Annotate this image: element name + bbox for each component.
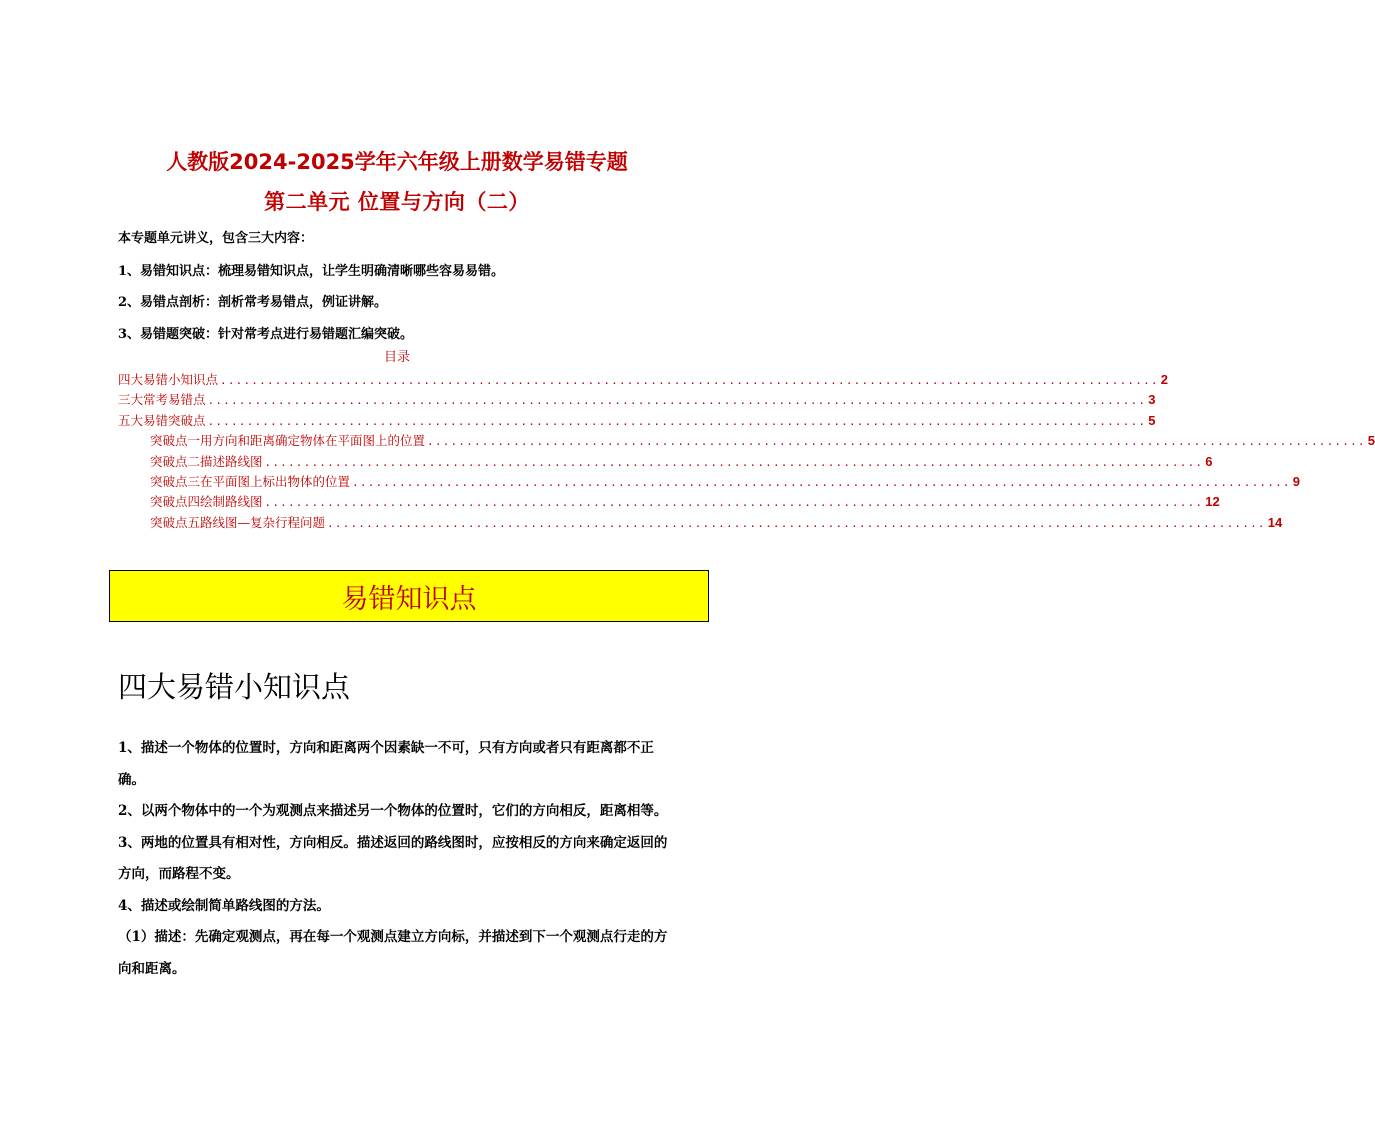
toc-leader: ........................................................................................................................	[264, 455, 1204, 469]
unit-subtitle: 第二单元 位置与方向（二）	[264, 190, 530, 214]
toc-heading: 目录	[383, 350, 410, 365]
knowledge-point: 2、以两个物体中的一个为观测点来描述另一个物体的位置时，它们的方向相反，距离相等。	[118, 803, 668, 819]
knowledge-point: 4、描述或绘制简单路线图的方法。	[118, 897, 330, 914]
toc-leader: ........................................................................................................................	[427, 435, 1366, 449]
banner-text: 易错知识点	[341, 583, 477, 615]
toc-leader: ........................................................................................................................	[327, 516, 1266, 530]
toc-leader: ........................................................................................................................	[207, 414, 1147, 428]
toc-page-number: 5	[1367, 433, 1375, 449]
toc-entry[interactable]	[118, 390, 1156, 410]
toc-leader: ........................................................................................................................	[352, 475, 1291, 489]
intro-lead: 本专题单元讲义，包含三大内容：	[118, 231, 314, 246]
toc-entry[interactable]	[118, 411, 1156, 431]
intro-item-2: 2、易错点剖析：剖析常考易错点，例证讲解。	[118, 295, 388, 310]
toc-leader: ........................................................................................................................	[207, 394, 1147, 408]
toc-subentry[interactable]	[118, 492, 1220, 512]
toc-entry-label: 突破点五路线图—复杂行程问题	[150, 514, 326, 530]
toc-page-number: 6	[1205, 453, 1213, 469]
toc-entry-label: 突破点一用方向和距离确定物体在平面图上的位置	[150, 433, 426, 449]
intro-item-3: 3、易错题突破：针对常考点进行易错题汇编突破。	[118, 327, 414, 342]
toc-subentry[interactable]	[118, 431, 1375, 451]
toc-entry-label: 五大易错突破点	[118, 412, 206, 428]
section-heading: 四大易错小知识点	[118, 670, 351, 704]
toc-entry[interactable]	[118, 370, 1168, 390]
toc-entry-label: 突破点三在平面图上标出物体的位置	[150, 473, 351, 489]
toc-subentry[interactable]	[118, 472, 1300, 492]
toc-leader: ........................................................................................................................	[264, 496, 1204, 510]
toc-entry-label: 三大常考易错点	[118, 392, 206, 408]
toc-page-number: 9	[1292, 473, 1300, 489]
knowledge-points	[118, 733, 680, 985]
section-banner	[109, 570, 709, 622]
document-title: 人教版2024-2025学年六年级上册数学易错专题	[166, 150, 628, 174]
knowledge-point: 1、描述一个物体的位置时，方向和距离两个因素缺一不可，只有方向或者只有距离都不正确。	[118, 740, 654, 788]
toc-page-number: 5	[1148, 412, 1156, 428]
toc-entry-label: 突破点四绘制路线图	[150, 494, 263, 510]
knowledge-point: 3、两地的位置具有相对性，方向相反。描述返回的路线图时，应按相反的方向来确定返回的方向，而路程不变。	[118, 834, 668, 882]
toc-entry-label: 四大易错小知识点	[118, 372, 219, 387]
toc-subentry[interactable]	[118, 452, 1213, 472]
knowledge-point: （1）描述：先确定观测点，再在每一个观测点建立方向标，并描述到下一个观测点行走的方向和距离。	[118, 929, 668, 977]
table-of-contents	[118, 370, 1375, 533]
toc-page-number: 3	[1148, 392, 1156, 408]
toc-page-number: 2	[1160, 372, 1168, 387]
toc-subentry[interactable]	[118, 513, 1283, 533]
toc-entry-label: 突破点二描述路线图	[150, 453, 263, 469]
toc-leader: ........................................................................................................................	[220, 374, 1159, 387]
intro-item-1: 1、易错知识点：梳理易错知识点，让学生明确清晰哪些容易易错。	[118, 264, 505, 279]
toc-page-number: 12	[1205, 494, 1220, 510]
toc-page-number: 14	[1267, 514, 1283, 530]
